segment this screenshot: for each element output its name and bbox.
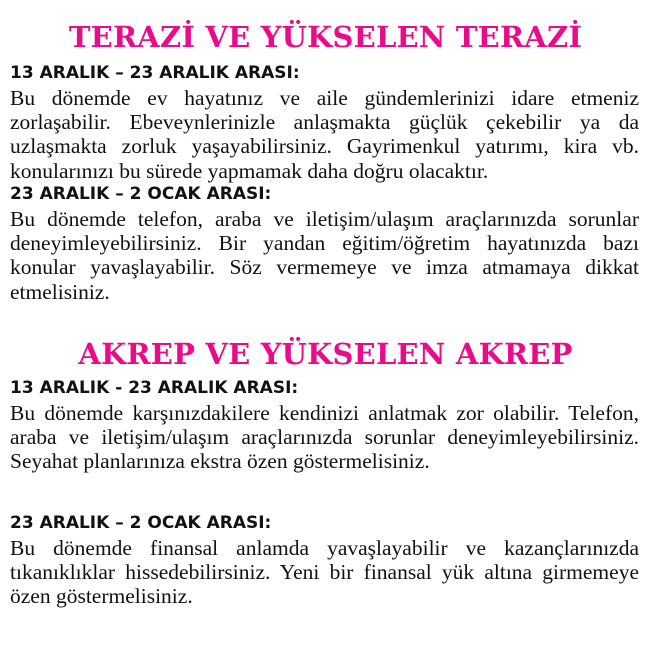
- period-heading: 23 ARALIK – 2 OCAK ARASI:: [10, 184, 272, 204]
- period-heading: 23 ARALIK – 2 OCAK ARASI:: [10, 513, 272, 533]
- period-text: Bu dönemde finansal anlamda yavaşlayabilir ve kazançlarınızda tıkanıklıklar hissedebilirsiniz. Yeni bir finansal yük altına girmemeye özen göstermelisiniz.: [10, 536, 639, 609]
- period-heading: 13 ARALIK - 23 ARALIK ARASI:: [10, 378, 299, 398]
- period-text: Bu dönemde telefon, araba ve iletişim/ulaşım araçlarınızda sorunlar deneyimleyebilirsiniz. Bir yandan eğitim/öğretim hayatınızda bazı konular yavaşlayabilir. Söz vermemeye ve imza atmamaya dikkat etmelisiniz.: [10, 207, 639, 304]
- period-heading: 13 ARALIK – 23 ARALIK ARASI:: [10, 63, 300, 83]
- period-text: Bu dönemde ev hayatınız ve aile gündemlerinizi idare etmeniz zorlaşabilir. Ebeveynlerinizle anlaşmakta güçlük çekebilir ya da uzlaşmakta zorluk yaşayabilirsiniz. Gayrimenkul yatırımı, kira vb. konularınızı bu sürede yapmamak daha doğru olacaktır.: [10, 86, 639, 183]
- section-title-libra: TERAZİ VE YÜKSELEN TERAZİ: [68, 20, 583, 54]
- section-title-scorpio: AKREP VE YÜKSELEN AKREP: [78, 337, 573, 371]
- period-text: Bu dönemde karşınızdakilere kendinizi anlatmak zor olabilir. Telefon, araba ve iletişim/ulaşım araçlarınızda sorunlar deneyimleyebilirsiniz. Seyahat planlarınıza ekstra özen göstermelisiniz.: [10, 401, 639, 474]
